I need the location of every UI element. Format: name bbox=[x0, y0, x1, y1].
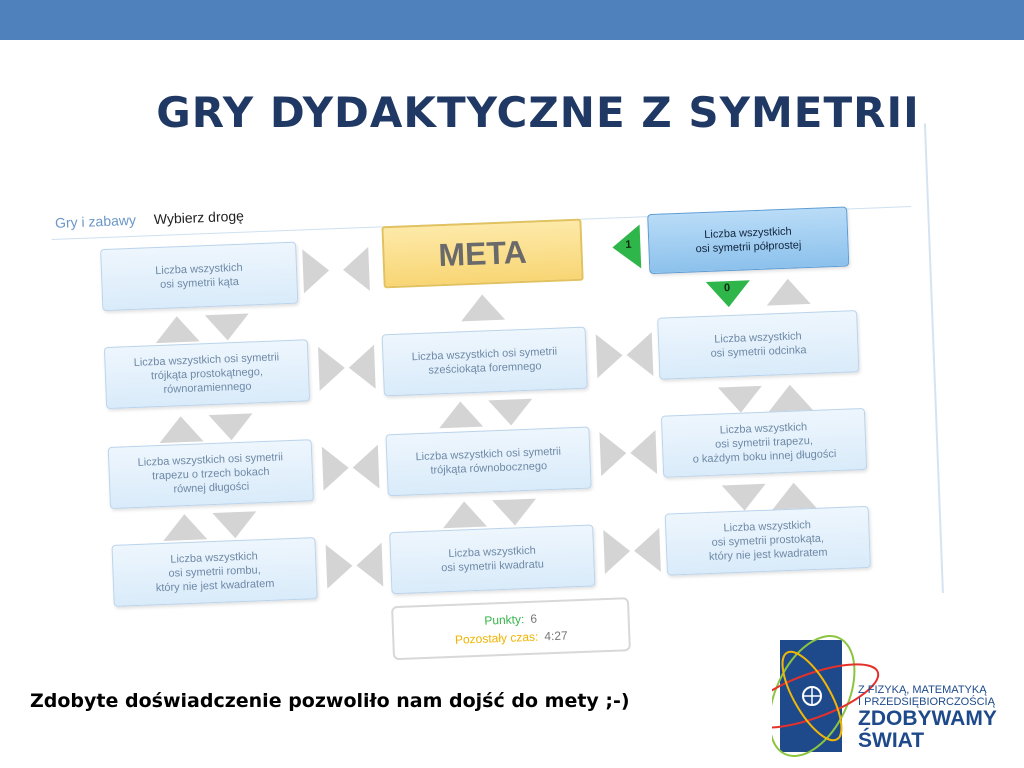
breadcrumb-link-games[interactable]: Gry i zabawy bbox=[54, 211, 137, 231]
active-arrow-left-label: 1 bbox=[625, 238, 632, 251]
finish-meta-box bbox=[381, 219, 583, 289]
time-value: 4:27 bbox=[544, 628, 568, 644]
node-trapezu-trzech[interactable] bbox=[108, 439, 314, 509]
arrow-down-icon bbox=[209, 413, 254, 441]
arrow-left-icon bbox=[356, 543, 384, 588]
arrow-left-icon bbox=[633, 528, 661, 573]
arrow-down-icon bbox=[488, 399, 533, 427]
arrow-right-icon bbox=[318, 346, 346, 391]
arrow-up-icon bbox=[442, 501, 487, 529]
arrow-left-icon bbox=[626, 332, 654, 377]
node-rombu[interactable] bbox=[111, 537, 317, 607]
arrow-right-icon bbox=[302, 248, 330, 293]
active-arrow-down-label: 0 bbox=[723, 282, 731, 295]
project-logo bbox=[772, 626, 1024, 768]
arrow-down-icon bbox=[212, 511, 257, 539]
arrow-right-icon bbox=[596, 333, 624, 378]
breadcrumb bbox=[55, 208, 244, 231]
node-szesciokata-label: Liczba wszystkich osi symetrii sześciokąta foremnego bbox=[411, 345, 558, 377]
logo-line-3: ZDOBYWAMY bbox=[858, 707, 997, 730]
arrow-up-icon bbox=[768, 384, 813, 412]
logo-line-1: Z FIZYKĄ, MATEMATYKĄ bbox=[858, 684, 987, 696]
arrow-up-icon bbox=[772, 482, 817, 510]
arrow-left-icon bbox=[348, 345, 376, 390]
logo-text bbox=[858, 684, 997, 752]
arrow-down-icon bbox=[492, 499, 537, 527]
time-label: Pozostały czas: bbox=[454, 629, 539, 647]
arrow-up-icon bbox=[155, 315, 200, 343]
node-trapezu-kazdym[interactable] bbox=[661, 408, 867, 478]
logo-line-4: ŚWIAT bbox=[858, 729, 925, 752]
node-trojkata-prostokatnego-label: Liczba wszystkich osi symetrii trójkąta prostokątnego, równoramiennego bbox=[133, 351, 280, 396]
game-screenshot bbox=[49, 123, 948, 666]
arrow-up-icon bbox=[159, 415, 204, 443]
logo-line-2: I PRZEDSIĘBIORCZOŚCIĄ bbox=[858, 696, 995, 708]
node-kata-label: Liczba wszystkich osi symetrii kąta bbox=[155, 261, 243, 291]
node-prostokata[interactable] bbox=[665, 506, 871, 576]
node-trojkata-prostokatnego[interactable] bbox=[104, 339, 310, 409]
node-szesciokata[interactable] bbox=[382, 327, 588, 397]
node-trapezu-trzech-label: Liczba wszystkich osi symetrii trapezu o trzech bokach równej długości bbox=[137, 451, 284, 496]
arrow-up-icon bbox=[162, 513, 207, 541]
arrow-right-icon bbox=[326, 544, 354, 589]
node-kata[interactable] bbox=[100, 242, 298, 311]
node-kwadratu[interactable] bbox=[389, 524, 595, 594]
arrow-left-icon bbox=[629, 430, 657, 475]
screenshot-right-border bbox=[924, 123, 944, 593]
arrow-down-icon bbox=[718, 386, 763, 414]
arrow-right-icon bbox=[322, 446, 350, 491]
arrow-up-icon bbox=[438, 401, 483, 429]
finish-meta-label: META bbox=[437, 233, 528, 273]
arrow-left-icon bbox=[352, 445, 380, 490]
node-trojkata-rownobocznego[interactable] bbox=[385, 427, 591, 497]
arrow-right-icon bbox=[600, 431, 628, 476]
slide-title: GRY DYDAKTYCZNE Z SYMETRII bbox=[156, 88, 920, 137]
node-trojkata-rownobocznego-label: Liczba wszystkich osi symetrii trójkąta równobocznego bbox=[415, 445, 562, 477]
breadcrumb-current: Wybierz drogę bbox=[153, 207, 245, 228]
arrow-down-icon bbox=[205, 314, 250, 342]
node-polprostej-label: Liczba wszystkich osi symetrii półprostej bbox=[695, 225, 802, 256]
points-label: Punkty: bbox=[484, 612, 525, 628]
node-kwadratu-label: Liczba wszystkich osi symetrii kwadratu bbox=[441, 544, 545, 575]
score-panel bbox=[391, 597, 631, 660]
node-prostokata-label: Liczba wszystkich osi symetrii prostokąta, który nie jest kwadratem bbox=[708, 519, 828, 564]
node-rombu-label: Liczba wszystkich osi symetrii rombu, który nie jest kwadratem bbox=[155, 550, 275, 595]
slide-top-bar bbox=[0, 0, 1024, 40]
arrow-up-icon bbox=[460, 294, 505, 322]
node-odcinka-label: Liczba wszystkich osi symetrii odcinka bbox=[710, 330, 807, 360]
arrow-down-icon bbox=[722, 484, 767, 512]
points-value: 6 bbox=[530, 611, 538, 626]
arrow-left-icon bbox=[342, 247, 370, 292]
arrow-right-icon bbox=[603, 529, 631, 574]
node-polprostej-active[interactable] bbox=[647, 206, 849, 274]
node-odcinka[interactable] bbox=[657, 310, 859, 380]
node-trapezu-kazdym-label: Liczba wszystkich osi symetrii trapezu, o każdym boku innej długości bbox=[692, 421, 837, 466]
slide-caption: Zdobyte doświadczenie pozwoliło nam dojść do mety ;-) bbox=[30, 690, 630, 712]
arrow-up-icon bbox=[766, 278, 811, 306]
